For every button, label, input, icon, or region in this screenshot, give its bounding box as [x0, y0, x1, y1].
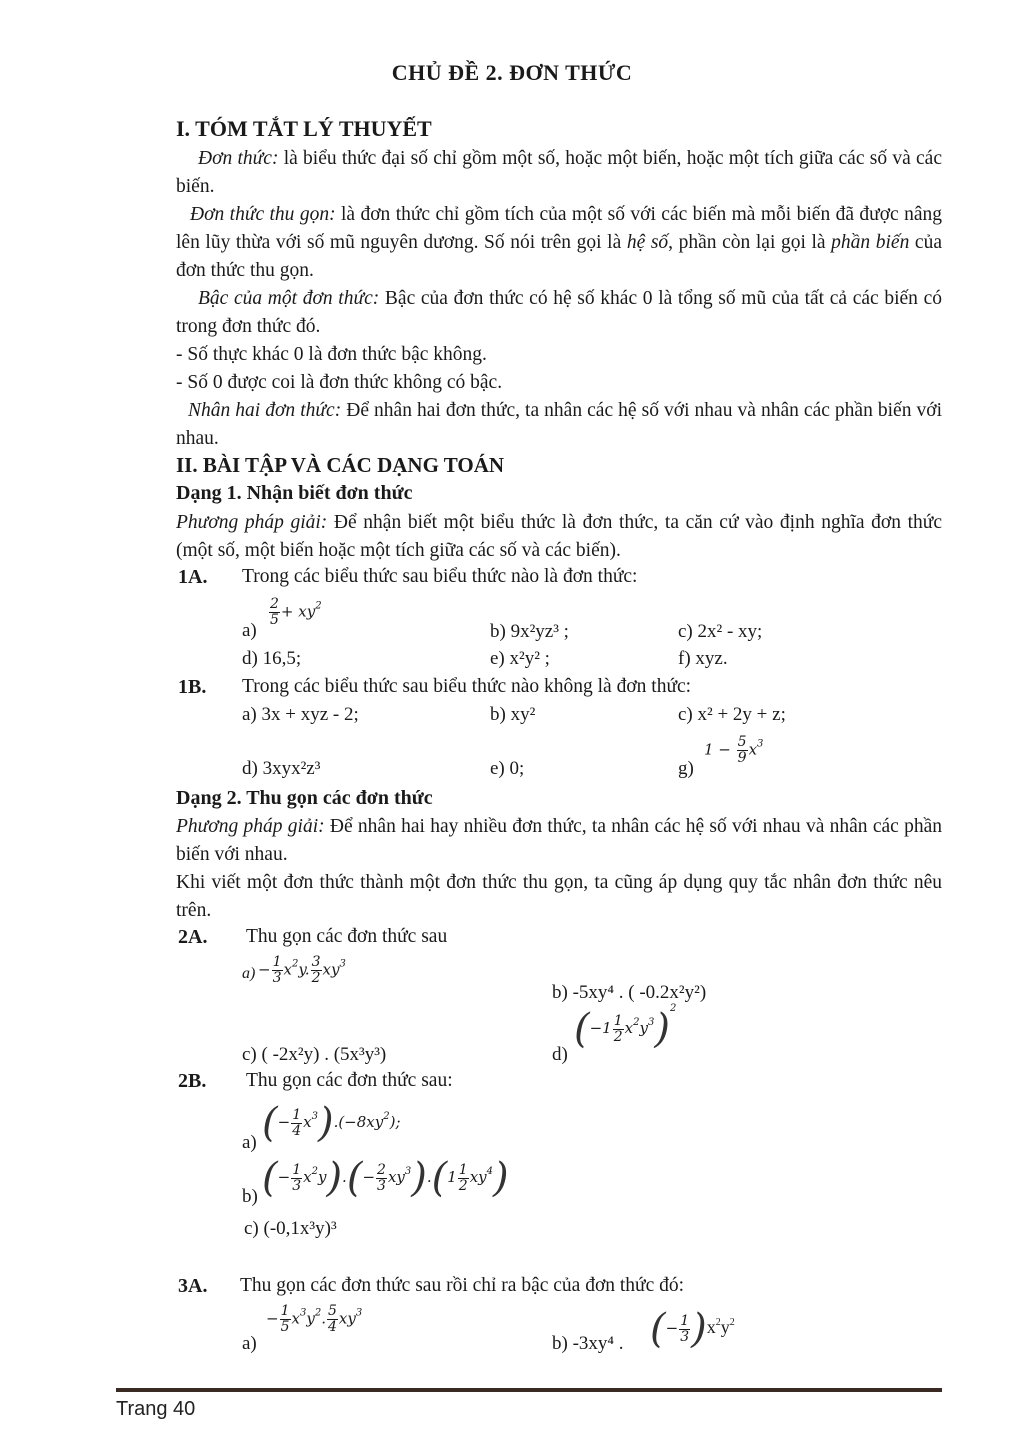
term-coefficient: hệ số	[626, 232, 669, 253]
dang2-note: Khi viết một đơn thức thành một đơn thức thu gọn, ta cũng áp dụng quy tắc nhân đơn thức nêu trên.	[176, 872, 942, 921]
definition-multiply-text: Để nhân hai đơn thức, ta nhân các hệ số với nhau và nhân các phần biến với nhau.	[176, 400, 942, 449]
exercise-1A-prompt: Trong các biểu thức sau biểu thức nào là đơn thức:	[242, 566, 638, 587]
note-zero: - Số 0 được coi là đơn thức không có bậc.	[176, 372, 503, 393]
exercise-3A-number: 3A.	[178, 1275, 208, 1297]
exercise-2B-option-a-formula: (− $\frac{1}{4}$ $x^3).(-8xy^2)$;	[262, 1100, 401, 1146]
dang1-heading: Dạng 1. Nhận biết đơn thức	[176, 482, 413, 504]
exercise-1A-option-b: b) 9x²yz³ ;	[490, 621, 569, 642]
exercise-2A-option-d-label: d)	[552, 1044, 568, 1065]
exercise-1B-option-e: e) 0;	[490, 758, 525, 779]
exercise-1A-option-a-formula: $\frac{2}{5}$ + $xy^2$	[270, 596, 322, 628]
exercise-3A-prompt: Thu gọn các đơn thức sau rồi chỉ ra bậc của đơn thức đó:	[240, 1275, 685, 1296]
dang1-method	[176, 509, 942, 565]
dang2-method-text: Để nhân hai hay nhiều đơn thức, ta nhân các hệ số với nhau và nhân các phần biến với nhau.	[176, 816, 942, 865]
exercise-1A-option-e: e) x²y² ;	[490, 648, 550, 669]
fraction: $\frac{2}{5}$	[270, 596, 279, 628]
exercise-1B-option-b: b) xy²	[490, 704, 536, 725]
exercise-1B-option-a: a) 3x + xyz - 2;	[242, 704, 359, 725]
fraction: $\frac{1}{3}$	[680, 1312, 690, 1345]
fraction: $\frac{1}{4}$	[292, 1106, 302, 1139]
footer-divider	[116, 1388, 942, 1392]
exercise-2A-number: 2A.	[178, 926, 208, 948]
fraction: $\frac{5}{4}$	[327, 1303, 337, 1335]
note-nonzero-real: - Số thực khác 0 là đơn thức bậc không.	[176, 344, 487, 365]
section-1-heading: I. TÓM TẮT LÝ THUYẾT	[176, 116, 432, 141]
term-degree: Bậc của một đơn thức:	[198, 288, 380, 309]
definition-degree-text: Bậc của đơn thức có hệ số khác 0 là tổng số mũ của tất cả các biến có trong đơn thức đó.	[176, 288, 942, 337]
exercise-2A-option-d-formula: (−1 $\frac{1}{2}$ $x^2y^3)^2$	[574, 1003, 677, 1052]
reduced-text-c: của đơn thức thu gọn.	[176, 232, 942, 281]
exercise-3A-option-a-formula: − $\frac{1}{5}$ $x^3y^2$. $\frac{5}{4}$ $xy^3$	[266, 1303, 363, 1335]
dang2-heading: Dạng 2. Thu gọn các đơn thức	[176, 787, 433, 809]
dang2-method-label: Phương pháp giải:	[176, 816, 325, 837]
exercise-1B-option-g-label: g)	[678, 758, 694, 779]
exercise-1B-option-d: d) 3xyx²z³	[242, 758, 321, 779]
fraction: $\frac{5}{9}$	[737, 734, 747, 766]
dang2-method	[176, 813, 942, 869]
exercise-2B-option-a-label: a)	[242, 1132, 257, 1153]
reduced-text-b: , phần còn lại gọi là	[668, 232, 832, 253]
definition-multiply	[176, 397, 942, 453]
term-reduced-monomial: Đơn thức thu gọn:	[190, 204, 336, 225]
reduced-text-a: là đơn thức chỉ gồm tích của một số với các biến mà mỗi biến đã được nâng lên lũy thừa với số mũ nguyên dương. Số nói trên gọi là	[176, 204, 943, 253]
exercise-3A-option-b-label: b) -3xy⁴ .	[552, 1333, 624, 1354]
term-multiply: Nhân hai đơn thức:	[188, 400, 342, 421]
exercise-2B-option-b-formula: (− $\frac{1}{3}$ $x^2y).(-$ $\frac{2}{3}$ $xy^3).(1$ $\frac{1}{2}$ $xy^4$)	[262, 1155, 509, 1201]
definition-monomial	[176, 145, 942, 201]
exercise-1B-number: 1B.	[178, 676, 207, 698]
exercise-1B-option-g-formula: 1 − $\frac{5}{9}$ $x^3$	[704, 734, 764, 766]
exercise-2A-option-c: c) ( -2x²y) . (5x³y³)	[242, 1044, 387, 1065]
fraction: $\frac{1}{5}$	[280, 1303, 290, 1335]
page-title: CHỦ ĐỀ 2. ĐƠN THỨC	[391, 60, 633, 85]
exercise-1B-prompt: Trong các biểu thức sau biểu thức nào không là đơn thức:	[242, 676, 692, 697]
exercise-1A-number: 1A.	[178, 566, 208, 588]
fraction: $\frac{1}{3}$	[292, 1161, 302, 1194]
fraction: $\frac{2}{3}$	[377, 1161, 386, 1194]
exercise-2A-prompt: Thu gọn các đơn thức sau	[246, 926, 448, 947]
definition-monomial-text: là biểu thức đại số chỉ gồm một số, hoặc một biến, hoặc một tích giữa các số và các biến.	[176, 148, 942, 197]
term-variable-part: phần biến	[831, 232, 910, 253]
exercise-1A-option-c: c) 2x² - xy;	[678, 621, 763, 642]
definition-degree	[176, 285, 942, 341]
exercise-3A-option-b-formula: (− $\frac{1}{3}$ )$x^2y^2$	[650, 1306, 735, 1352]
exercise-1A-option-f: f) xyz.	[678, 648, 728, 669]
exercise-1A-option-d: d) 16,5;	[242, 648, 302, 669]
fraction: $\frac{3}{2}$	[311, 954, 321, 986]
fraction: $\frac{1}{2}$	[458, 1161, 468, 1194]
exercise-2B-option-c: c) (-0,1x³y)³	[244, 1218, 337, 1239]
term-monomial: Đơn thức:	[198, 148, 279, 169]
exercise-2B-option-b-label: b)	[242, 1186, 258, 1207]
exercise-1A-option-a-label: a)	[242, 620, 257, 641]
dang1-method-label: Phương pháp giải:	[176, 512, 328, 533]
exercise-3A-option-a-label: a)	[242, 1333, 257, 1354]
section-2-heading: II. BÀI TẬP VÀ CÁC DẠNG TOÁN	[176, 453, 505, 477]
exercise-2B-number: 2B.	[178, 1070, 207, 1092]
definition-reduced-monomial	[176, 201, 942, 285]
exercise-2A-option-a-label: a)	[242, 965, 256, 982]
exercise-2B-prompt: Thu gọn các đơn thức sau:	[246, 1070, 453, 1091]
exercise-2A-option-a-formula: − $\frac{1}{3}$ $x^2y$. $\frac{3}{2}$ $xy^3$	[258, 954, 346, 986]
fraction: $\frac{1}{3}$	[272, 954, 282, 986]
exercise-1B-option-c: c) x² + 2y + z;	[678, 704, 786, 725]
dang1-method-text: Để nhận biết một biểu thức là đơn thức, ta căn cứ vào định nghĩa đơn thức (một số, một biến hoặc một tích giữa các số và các biến).	[176, 512, 942, 561]
page-number: Trang 40	[116, 1398, 196, 1420]
fraction: $\frac{1}{2}$	[613, 1012, 623, 1045]
exercise-2A-option-b: b) -5xy⁴ . ( -0.2x²y²)	[552, 982, 707, 1003]
